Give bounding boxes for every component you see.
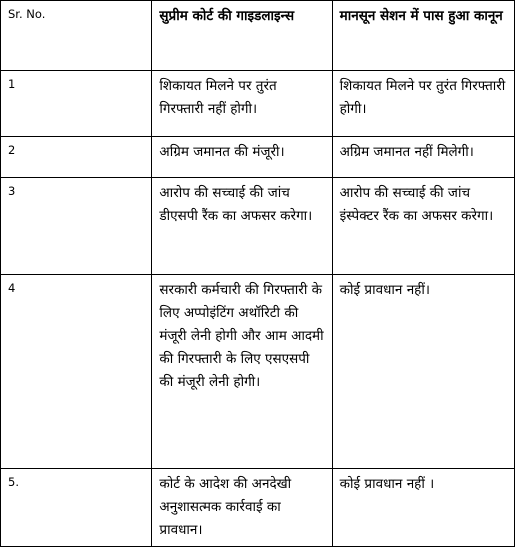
table-row (1, 137, 515, 178)
supreme-court-cell: सरकारी कर्मचारी की गिरफ्तारी के लिए अप्पोइंटिंग अथॉरिटी की मंजूरी लेनी होगी और आम आदमी की गिरफ्तारी के लिए एसएसपी की मंजूरी लेनी होगी। (152, 275, 332, 469)
table-row (1, 71, 515, 137)
sr-no-cell: 4 (1, 275, 152, 469)
table-row (1, 275, 515, 469)
sr-no-cell: 2 (1, 137, 152, 178)
monsoon-law-cell: आरोप की सच्चाई की जांच इंस्पेक्टर रैंक का अफसर करेगा। (332, 178, 514, 275)
monsoon-law-cell: शिकायत मिलने पर तुरंत गिरफ्तारी होगी। (332, 71, 514, 137)
supreme-court-cell: शिकायत मिलने पर तुरंत गिरफ्तारी नहीं होगी। (152, 71, 332, 137)
supreme-court-cell: अग्रिम जमानत की मंजूरी। (152, 137, 332, 178)
monsoon-law-cell: कोई प्रावधान नहीं। (332, 275, 514, 469)
supreme-court-cell: कोर्ट के आदेश की अनदेखी अनुशासत्मक कार्रवाई का प्रावधान। (152, 469, 332, 547)
monsoon-law-cell: अग्रिम जमानत नहीं मिलेगी। (332, 137, 514, 178)
sr-no-cell: 1 (1, 71, 152, 137)
header-row (1, 1, 515, 71)
header-monsoon-session-law: मानसून सेशन में पास हुआ कानून (332, 1, 514, 71)
table-row (1, 469, 515, 547)
header-supreme-court-guidelines: सुप्रीम कोर्ट की गाइडलाइन्स (152, 1, 332, 71)
header-sr-no: Sr. No. (1, 1, 152, 71)
sr-no-cell: 5. (1, 469, 152, 547)
sr-no-cell: 3 (1, 178, 152, 275)
table-row (1, 178, 515, 275)
monsoon-law-cell: कोई प्रावधान नहीं । (332, 469, 514, 547)
supreme-court-cell: आरोप की सच्चाई की जांच डीएसपी रैंक का अफसर करेगा। (152, 178, 332, 275)
